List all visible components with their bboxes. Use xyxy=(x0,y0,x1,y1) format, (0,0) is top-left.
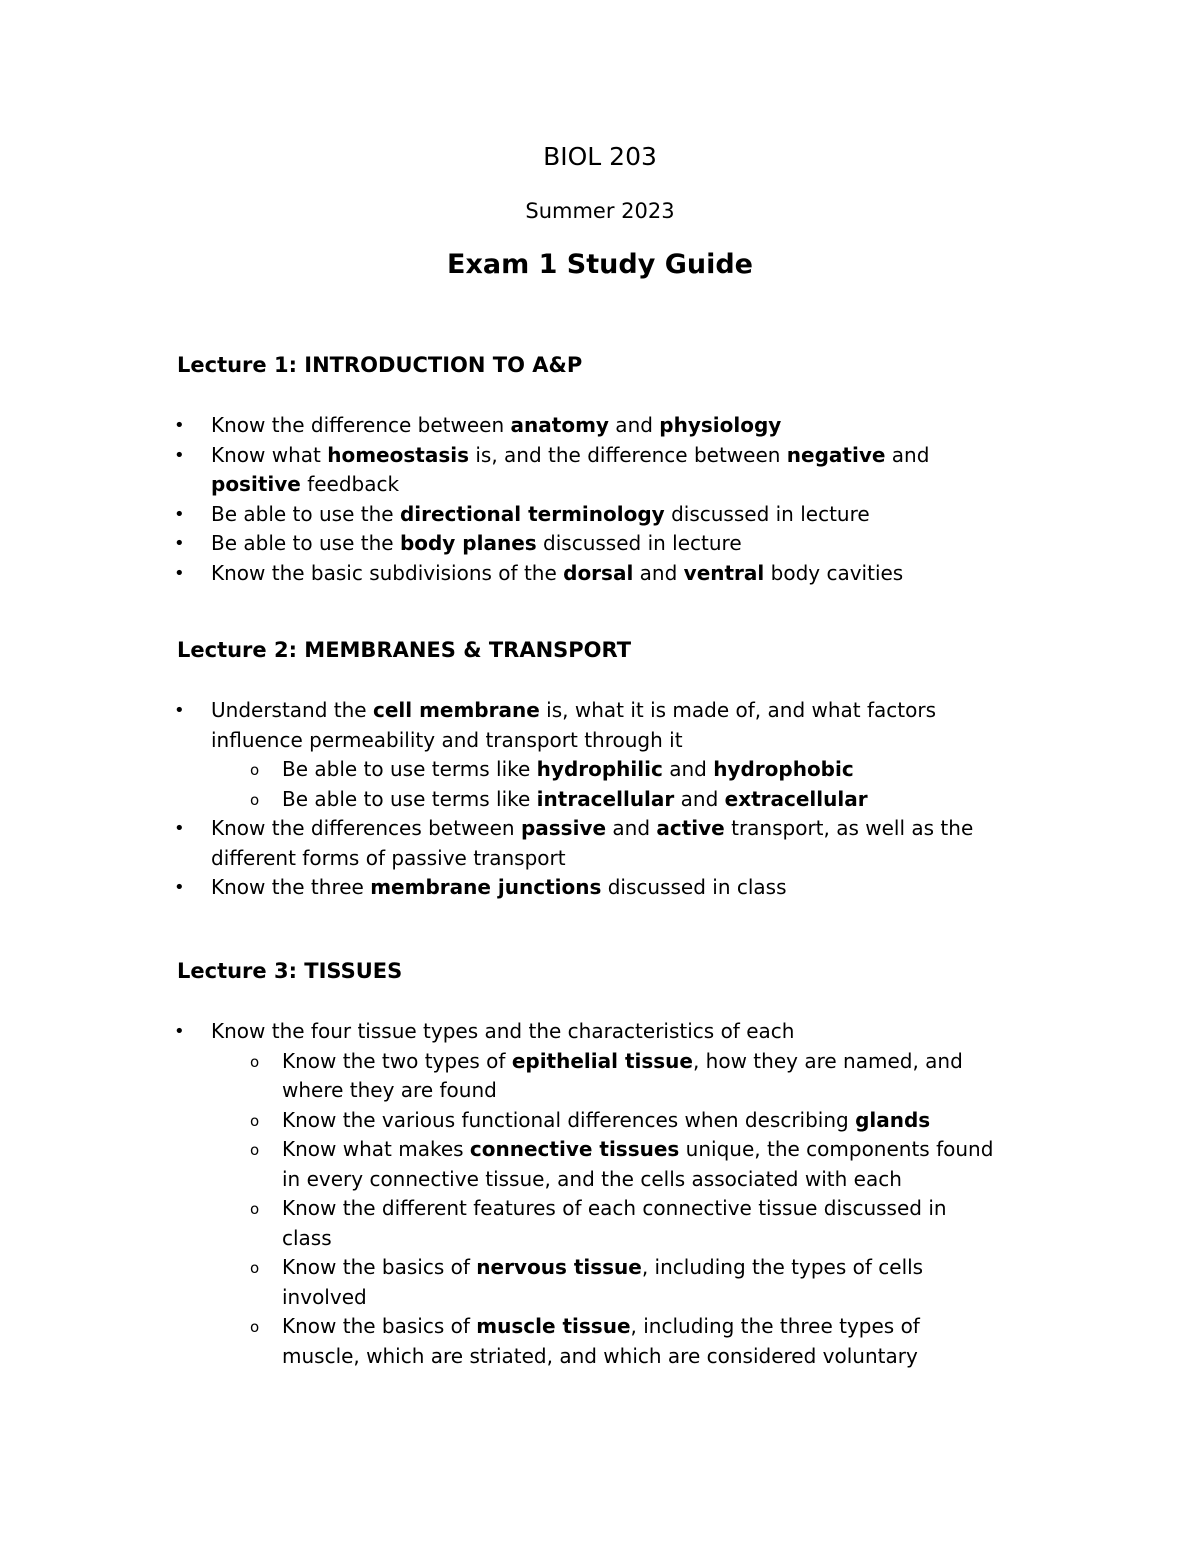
bullet-icon: • xyxy=(174,1021,185,1042)
course-term: Summer 2023 xyxy=(525,199,675,223)
list-item: o Know the two types of epithelial tissue, how they are named, and where they are found xyxy=(250,1048,963,1102)
list-item: o Be able to use terms like hydrophilic and hydrophobic xyxy=(0,755,1200,785)
circle-bullet-icon: o xyxy=(250,1052,260,1071)
list-item: • Understand the cell membrane is, what it is made of, and what factors influence permeability and transport through it xyxy=(174,698,936,752)
bullet-icon: • xyxy=(174,877,185,898)
list-item: o Know the basics of muscle tissue, including the three types of muscle, which are striated, and which are considered voluntary xyxy=(250,1314,920,1368)
lecture-2-list xyxy=(0,696,1200,903)
circle-bullet-icon: o xyxy=(250,1318,260,1336)
circle-bullet-icon: o xyxy=(250,1259,260,1277)
list-item: • Be able to use the body planes discussed in lecture xyxy=(0,529,1200,559)
list-item: • Know the difference between anatomy and physiology xyxy=(0,411,1200,441)
list-item: o Know the different features of each connective tissue discussed in class xyxy=(250,1196,947,1250)
lecture-1-list xyxy=(0,411,1200,588)
lecture-3-list xyxy=(0,1017,1200,1371)
list-item: • Know the three membrane junctions discussed in class xyxy=(0,873,1200,903)
bullet-icon: • xyxy=(174,818,185,839)
document-title: Exam 1 Study Guide xyxy=(447,249,753,280)
list-item: o Know what makes connective tissues unique, the components found in every connective tissue, and the cells associated with each xyxy=(250,1137,994,1191)
list-item: • Know the differences between passive and active transport, as well as the different forms of passive transport xyxy=(174,816,974,870)
bullet-icon: • xyxy=(174,503,185,525)
circle-bullet-icon: o xyxy=(250,1141,260,1159)
bullet-icon: • xyxy=(174,444,185,466)
lecture-3-heading: Lecture 3: TISSUES xyxy=(177,959,403,983)
circle-bullet-icon: o xyxy=(250,1200,260,1218)
list-item: • Know the four tissue types and the characteristics of each xyxy=(0,1017,1200,1047)
list-item: • Be able to use the directional terminology discussed in lecture xyxy=(0,500,1200,530)
list-item: o Know the various functional differences when describing glands xyxy=(0,1106,1200,1136)
circle-bullet-icon: o xyxy=(250,1111,260,1130)
circle-bullet-icon: o xyxy=(250,790,260,809)
lecture-2-heading: Lecture 2: MEMBRANES & TRANSPORT xyxy=(177,638,632,662)
course-code: BIOL 203 xyxy=(543,142,657,171)
bullet-icon: • xyxy=(174,533,185,554)
bullet-icon: • xyxy=(174,562,185,584)
lecture-1-heading: Lecture 1: INTRODUCTION TO A&P xyxy=(177,353,583,377)
circle-bullet-icon: o xyxy=(250,761,260,779)
list-item: • Know what homeostasis is, and the difference between negative and positive feedback xyxy=(174,442,930,496)
list-item: • Know the basic subdivisions of the dorsal and ventral body cavities xyxy=(0,559,1200,589)
list-item: o Be able to use terms like intracellular and extracellular xyxy=(0,785,1200,815)
list-item: o Know the basics of nervous tissue, including the types of cells involved xyxy=(250,1255,924,1309)
bullet-icon: • xyxy=(174,415,185,436)
bullet-icon: • xyxy=(174,700,185,721)
